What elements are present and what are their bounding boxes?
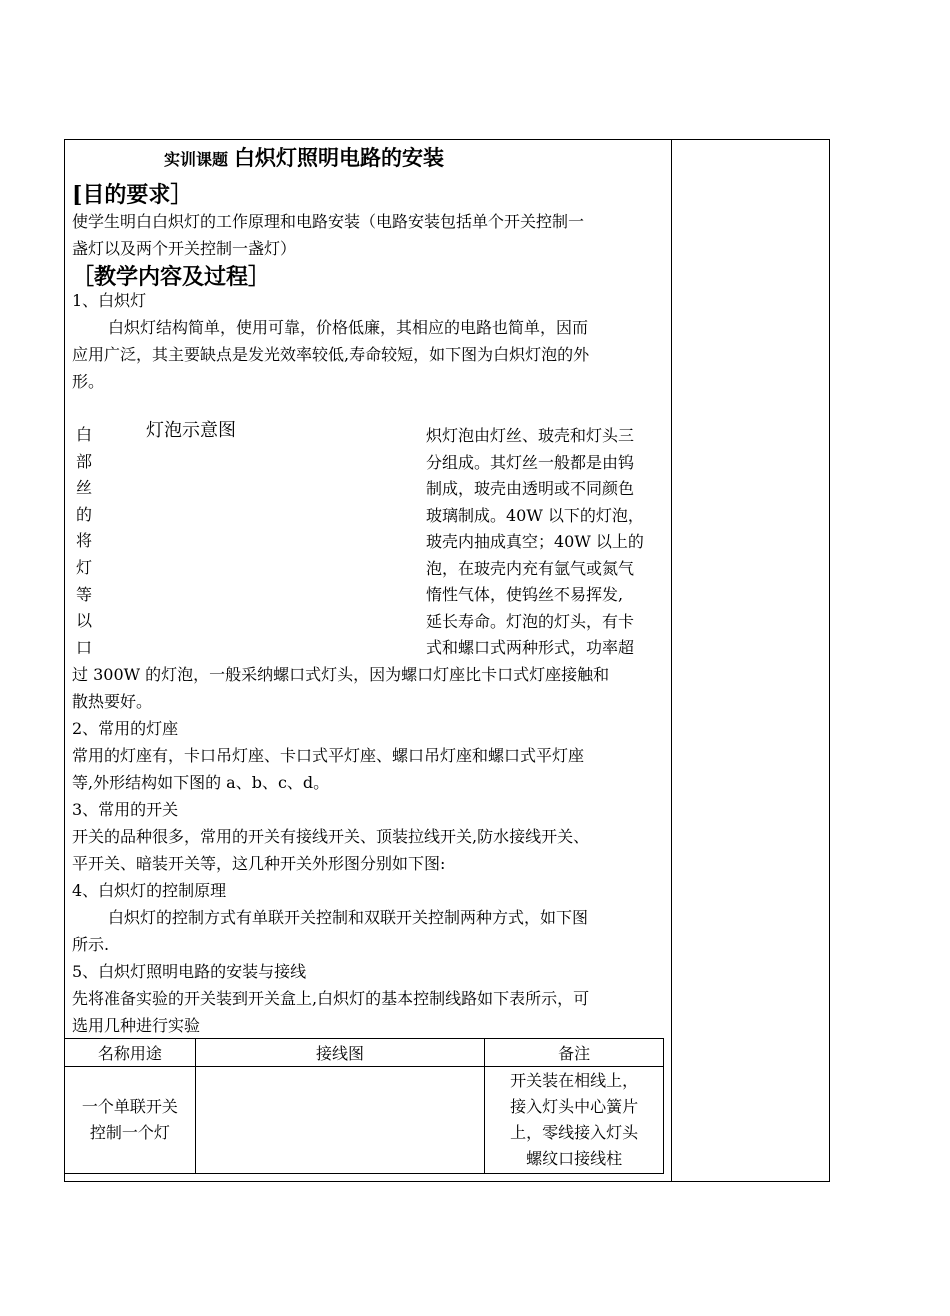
cell-note-line: 开关装在相线上， <box>510 1071 639 1090</box>
s1-line-1: 白炽灯结构简单，使用可靠，价格低廉，其相应的电路也简单，因而 <box>108 318 589 337</box>
s3-heading: 3、常用的开关 <box>72 800 179 819</box>
header-name: 名称用途 <box>65 1039 196 1067</box>
left-char: 以 <box>76 611 93 631</box>
left-char-column <box>76 422 96 661</box>
page-title <box>0 142 608 172</box>
cell-note-line: 上，零线接入灯头 <box>510 1123 639 1142</box>
s3-line-2: 平开关、暗装开关等，这几种开关外形图分别如下图: <box>72 854 446 873</box>
s1-right-line-9: 式和螺口式两种形式，功率超 <box>426 638 635 657</box>
s2-line-2: 等,外形结构如下图的 a、b、c、d。 <box>72 773 330 792</box>
s2-heading: 2、常用的灯座 <box>72 719 179 738</box>
s4-heading: 4、白炽灯的控制原理 <box>72 881 227 900</box>
left-char: 灯 <box>76 557 93 577</box>
s1-right-line-5: 玻壳内抽成真空；40W 以上的 <box>426 532 644 551</box>
s1-right-line-4: 玻璃制成。40W 以下的灯泡， <box>426 506 644 525</box>
s1-line-2: 应用广泛，其主要缺点是发光效率较低,寿命较短，如下图为白炽灯泡的外 <box>72 345 590 364</box>
left-char: 白 <box>76 425 93 444</box>
left-char: 部 <box>76 451 93 471</box>
s5-line-2: 选用几种进行实验 <box>72 1016 201 1035</box>
s1-tail-line-1: 过 300W 的灯泡，一般采纳螺口式灯头，因为螺口灯座比卡口式灯座接触和 <box>72 665 610 684</box>
left-char: 的 <box>76 504 93 524</box>
s4-line-1: 白炽灯的控制方式有单联开关控制和双联开关控制两种方式，如下图 <box>108 908 589 927</box>
s5-heading: 5、白炽灯照明电路的安装与接线 <box>72 962 307 981</box>
left-char: 等 <box>76 584 93 604</box>
purpose-heading: [目的要求］ <box>72 182 193 208</box>
table-header-row <box>65 1039 664 1067</box>
purpose-line-1: 使学生明白白炽灯的工作原理和电路安装（电路安装包括单个开关控制一 <box>72 212 585 231</box>
s1-right-line-3: 制成，玻壳由透明或不同颜色 <box>426 479 635 498</box>
purpose-line-2: 盏灯以及两个开关控制一盏灯） <box>72 239 297 258</box>
left-char: 口 <box>76 637 93 657</box>
cell-diagram <box>195 1067 484 1174</box>
cell-name-line: 控制一个灯 <box>89 1123 170 1142</box>
content-heading: ［教学内容及过程］ <box>72 264 271 290</box>
cell-name <box>65 1067 196 1174</box>
s1-right-line-2: 分组成。其灯丝一般都是由钨 <box>426 453 635 472</box>
left-char: 将 <box>76 531 93 551</box>
table-row <box>65 1067 664 1174</box>
cell-name-line: 一个单联开关 <box>81 1097 178 1116</box>
figure-caption: 灯泡示意图 <box>146 420 236 441</box>
cell-note-line: 接入灯头中心簧片 <box>510 1097 639 1116</box>
s1-heading: 1、白炽灯 <box>72 291 147 310</box>
cell-note-line: 螺纹口接线柱 <box>526 1149 623 1168</box>
title-main: 白炽灯照明电路的安装 <box>234 145 444 170</box>
left-char: 丝 <box>76 478 93 498</box>
header-note: 备注 <box>485 1039 664 1067</box>
s1-tail-line-2: 散热要好。 <box>72 692 153 711</box>
s4-line-2: 所示. <box>72 935 110 954</box>
column-divider <box>671 139 672 1182</box>
s1-right-line-7: 惰性气体，使钨丝不易挥发, <box>426 585 624 604</box>
s5-line-1: 先将准备实验的开关装到开关盒上,白炽灯的基本控制线路如下表所示，可 <box>72 989 590 1008</box>
s1-right-line-6: 泡，在玻壳内充有氩气或氮气 <box>426 559 635 578</box>
title-label: 实训课题 <box>163 150 228 169</box>
wiring-table <box>64 1038 664 1174</box>
s3-line-1: 开关的品种很多，常用的开关有接线开关、顶装拉线开关,防水接线开关、 <box>72 827 590 846</box>
cell-note <box>485 1067 664 1174</box>
header-diagram: 接线图 <box>195 1039 484 1067</box>
s1-right-line-1: 炽灯泡由灯丝、玻壳和灯头三 <box>426 426 635 445</box>
s1-line-3: 形。 <box>72 372 105 391</box>
s1-right-line-8: 延长寿命。灯泡的灯头，有卡 <box>426 612 635 631</box>
s2-line-1: 常用的灯座有，卡口吊灯座、卡口式平灯座、螺口吊灯座和螺口式平灯座 <box>72 746 585 765</box>
